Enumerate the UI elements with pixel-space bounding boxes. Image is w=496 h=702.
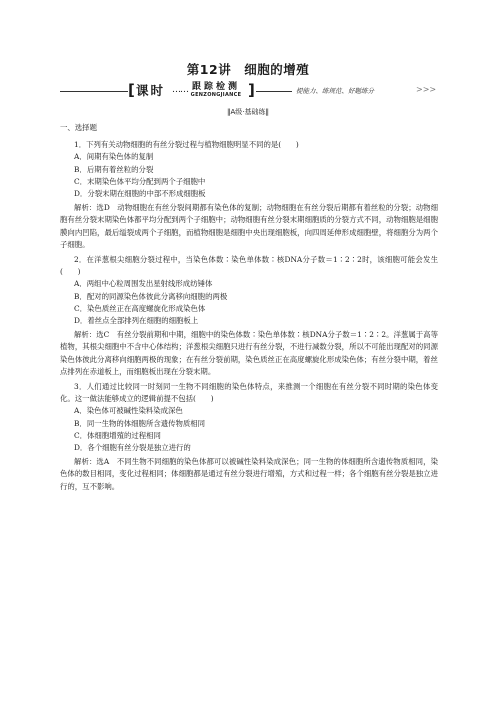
content-body	[60, 122, 438, 493]
banner-rule-left	[60, 91, 128, 92]
option-a: A．间期有染色体的复制	[74, 152, 154, 162]
banner-genzong-en: GENZONGJIANCE	[190, 92, 242, 98]
banner-slogan: 提能力、练规范、好题练分	[296, 87, 374, 95]
option-b: B．配对的同源染色体彼此分离移向细胞的两极	[74, 291, 228, 301]
option-c: C．染色质丝正在高度螺旋化形成染色体	[74, 303, 206, 313]
banner-genzong-cn: 跟踪检测	[191, 82, 240, 92]
option-d: D．分裂末期在细胞的中部不形成细胞板	[74, 189, 206, 199]
banner-arrows-icon: >>>	[416, 85, 437, 94]
option-c: C．末期染色体平均分配到两个子细胞中	[74, 176, 206, 186]
banner-dots: ……	[172, 85, 188, 95]
question-stem: 1．下列有关动物细胞的有丝分裂过程与植物细胞明显不同的是( )	[74, 140, 299, 150]
banner-rule-right	[256, 91, 292, 92]
question-3	[60, 381, 438, 493]
banner-bracket-left: [	[128, 81, 135, 99]
question-1	[60, 139, 438, 251]
option-d: D．着丝点全部排列在细胞的细胞板上	[74, 316, 199, 326]
option-d: D．各个细胞有丝分裂是独立进行的	[74, 443, 191, 453]
question-2	[60, 254, 438, 378]
option-c: C．体细胞增殖的过程相同	[74, 430, 161, 440]
analysis-text: 解析：选D 动物细胞在有丝分裂间期都有染色体的复制；动物细胞在有丝分裂后期都有着丝粒的分裂；动物细胞有丝分裂末期染色体都平均分配到两个子细胞中；动物细胞有丝分裂末期细胞质的分裂方式不同，动物细胞是细胞膜向内凹陷，最后缢裂成两个子细胞，而植物细胞是细胞中央出现细胞板，向四周延伸形成细胞壁，将细胞分为两个子细胞。	[60, 203, 438, 249]
option-a: A．两组中心粒周围发出星射线形成纺锤体	[74, 279, 213, 289]
section-heading: 一、选择题	[60, 123, 97, 132]
option-b: B．同一生物的体细胞所含遗传物质相同	[74, 418, 206, 428]
section-banner	[60, 83, 440, 99]
question-stem: 3．人们通过比较同一时刻同一生物不同细胞的染色体特点，来推测一个细胞在有丝分裂不同时期的染色体变化。这一做法能够成立的逻辑前提不包括( )	[60, 382, 438, 404]
banner-genzong	[186, 83, 246, 98]
analysis-text: 解析：选A 不同生物不同细胞的染色体都可以被碱性染料染成深色；同一生物的体细胞所含遗传物质相同，染色体的数目相同，变化过程相同；体细胞都是通过有丝分裂进行增殖，方式和过程一样；各个细胞有丝分裂是独立进行的，互不影响。	[60, 457, 438, 491]
banner-bracket-right: ]	[248, 81, 255, 99]
question-stem: 2．在洋葱根尖细胞分裂过程中，当染色体数∶染色单体数∶核DNA分子数＝1∶2∶2时，该细胞可能会发生( )	[60, 255, 438, 277]
page-title: 第12讲 细胞的增殖	[186, 62, 310, 77]
option-b: B．后期有着丝粒的分裂	[74, 164, 154, 174]
level-label: ‖A级·基础练‖	[226, 108, 269, 116]
banner-keshi: 课时	[136, 83, 166, 98]
option-a: A．染色体可被碱性染料染成深色	[74, 406, 183, 416]
analysis-text: 解析：选C 有丝分裂前期和中期，细胞中的染色体数∶染色单体数∶核DNA分子数＝1∶2∶2。洋葱属于高等植物，其根尖细胞中不含中心体结构；洋葱根尖细胞只进行有丝分裂，不进行减数分裂，所以不可能出现配对的同源染色体彼此分离移向细胞两极的现象；在有丝分裂前期，染色质丝正在高度螺旋化形成染色体；有丝分裂中期，着丝点排列在赤道板上，而细胞板出现在分裂末期。	[60, 330, 438, 376]
